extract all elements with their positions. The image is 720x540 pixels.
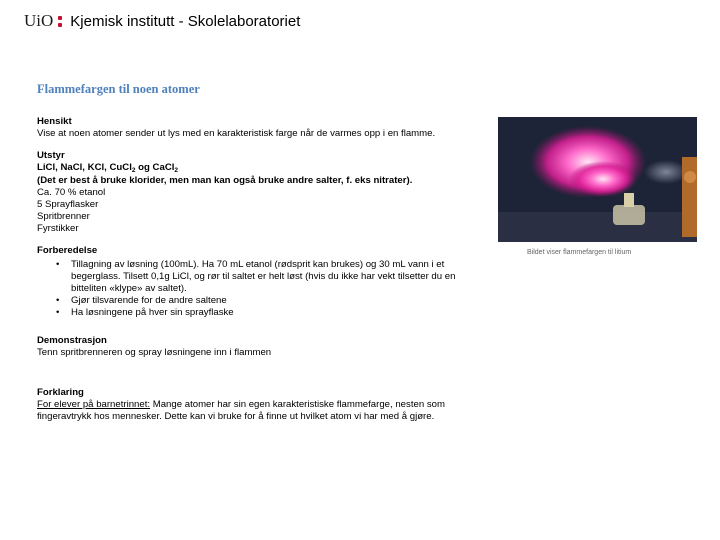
equipment-item: Fyrstikker	[37, 223, 79, 234]
photo-caption: Bildet viser flammefargen til litium	[527, 249, 632, 256]
document-body	[37, 116, 487, 433]
equipment-item: Ca. 70 % etanol	[37, 187, 106, 198]
section-demonstrasjon	[37, 335, 487, 359]
section-utstyr	[37, 150, 487, 235]
section-text: Vise at noen atomer sender ut lys med en karakteristisk farge når de varmes opp i en flamme.	[37, 128, 436, 139]
list-item: • Gjør tilsvarende for de andre saltene	[71, 295, 487, 307]
section-text: For elever på barnetrinnet: Mange atomer har sin egen karakteristiske flammefarge, nesten som fingeravtrykk hos mennesker. Dette kan vi bruke for å finne ut hvilket atom vi har med å gjøre.	[37, 399, 445, 422]
section-forklaring	[37, 387, 487, 423]
equipment-item: 5 Sprayflasker	[37, 199, 99, 210]
section-heading: Forberedelse	[37, 245, 98, 256]
section-heading: Demonstrasjon	[37, 335, 107, 346]
section-heading: Hensikt	[37, 116, 72, 127]
section-hensikt	[37, 116, 487, 140]
logo-dots-icon	[58, 16, 62, 27]
section-heading: Utstyr	[37, 150, 65, 161]
section-heading: Forklaring	[37, 387, 84, 398]
header-title: Kjemisk institutt - Skolelaboratoriet	[70, 12, 301, 30]
preparation-list	[37, 259, 487, 319]
document-title: Flammefargen til noen atomer	[37, 82, 200, 96]
chemicals-note: (Det er best å bruke klorider, men man kan også bruke andre salter, f. eks nitrater).	[37, 175, 413, 186]
flame-photo	[498, 117, 697, 242]
equipment-item: Spritbrenner	[37, 211, 90, 222]
audience-label: For elever på barnetrinnet:	[37, 399, 151, 410]
logo-text: UiO	[24, 11, 54, 30]
page-header	[24, 8, 300, 34]
section-text: Tenn spritbrenneren og spray løsningene inn i flammen	[37, 347, 272, 358]
lithium-flame-image	[498, 117, 697, 242]
list-item: • Ha løsningene på hver sin sprayflaske	[71, 307, 487, 319]
list-item: • Tillagning av løsning (100mL). Ha 70 mL etanol (rødsprit kan brukes) og 30 mL vann i et begerglass. Tilsett 0,1g LiCl, og rør til saltet er helt løst (hvis du ikke har vekt tilsetter du en bitteliten «klype» av saltet).	[71, 259, 487, 295]
uio-logo	[24, 11, 62, 31]
section-forberedelse	[37, 245, 487, 319]
chemicals-line: LiCl, NaCl, KCl, CuCl$_2$ og CaCl$_2$	[37, 162, 179, 174]
